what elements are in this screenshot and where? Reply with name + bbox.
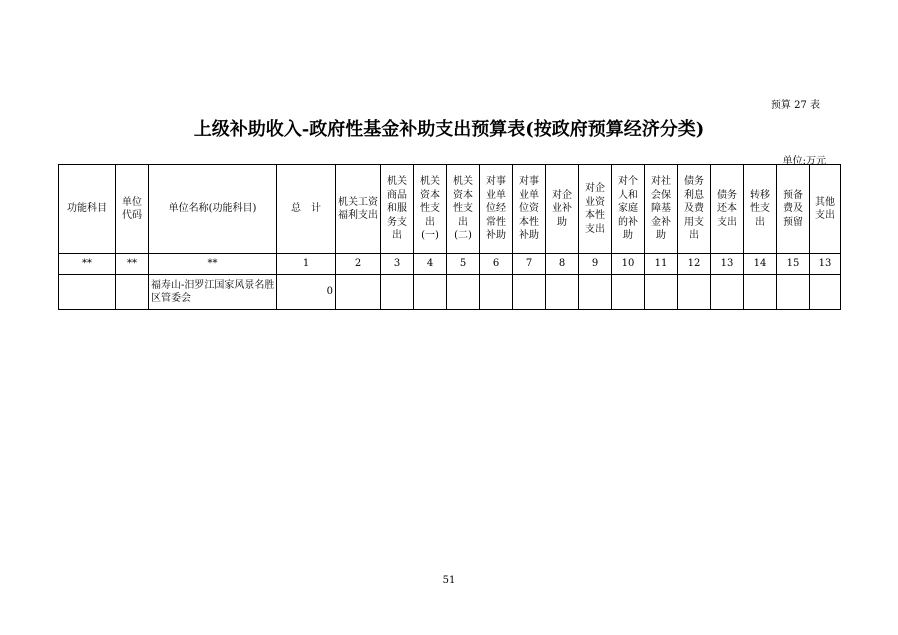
index-cell: ** (59, 254, 116, 275)
column-header-line: 资本 (453, 189, 473, 201)
column-header-line: 及费 (684, 203, 704, 215)
column-header-line: 机关 (453, 176, 473, 188)
page-title: 上级补助收入-政府性基金补助支出预算表(按政府预算经济分类) (193, 119, 705, 140)
column-header-line: 障基 (651, 203, 671, 215)
column-header-line: (二) (454, 230, 472, 242)
index-cell: 6 (480, 254, 513, 275)
column-header-line: 对企 (585, 183, 605, 194)
index-cell: 7 (513, 254, 546, 275)
index-cell: 8 (546, 254, 579, 275)
column-header-line: 代码 (122, 210, 142, 221)
index-cell: 10 (612, 254, 645, 275)
column-header-line: 助 (623, 230, 633, 242)
value-cell (579, 275, 612, 310)
column-header-line: 机关 (420, 176, 440, 188)
column-header-line: 费及 (783, 203, 803, 215)
column-header-line: 单位 (122, 196, 142, 208)
column-header-line: 还本 (717, 203, 737, 215)
unit-name-cell: 福寿山-汨罗江国家风景名胜区管委会 (149, 275, 277, 310)
column-header-line: 补助 (519, 230, 539, 242)
value-cell (711, 275, 744, 310)
column-header-line: 预备 (783, 189, 803, 201)
value-cell (447, 275, 480, 310)
column-header-line: 资本 (420, 189, 440, 201)
column-header-line: 债务 (684, 176, 704, 188)
column-header-line: 性支 (453, 203, 473, 215)
column-header-line: 位经 (486, 203, 506, 215)
value-cell (678, 275, 711, 310)
column-header-line: 机关工资 (338, 196, 378, 208)
value-cell (414, 275, 447, 310)
column-header-line: 家庭 (618, 203, 638, 215)
column-header (810, 165, 841, 254)
column-header (711, 165, 744, 254)
column-header (777, 165, 810, 254)
value-cell (810, 275, 841, 310)
column-header-line: 出 (425, 216, 435, 228)
index-cell: 5 (447, 254, 480, 275)
column-header-line: 业单 (519, 189, 539, 201)
column-header-line: 出 (392, 230, 402, 242)
value-cell (480, 275, 513, 310)
index-cell: 2 (336, 254, 381, 275)
column-header (116, 165, 149, 254)
column-header-line: 其他 (815, 196, 835, 208)
column-header-line: 人和 (618, 189, 638, 201)
column-header (513, 165, 546, 254)
column-header-line: 业资 (585, 196, 605, 208)
column-header-line: 常性 (486, 216, 506, 228)
index-cell: ** (116, 254, 149, 275)
column-header-line: 出 (458, 216, 468, 228)
column-header (59, 165, 116, 254)
value-cell (645, 275, 678, 310)
column-header-line: 补助 (486, 230, 506, 242)
total-cell: 0 (277, 275, 336, 310)
column-header-line: 支出 (815, 210, 835, 221)
column-header-line: 功能科目 (67, 203, 107, 215)
index-cell: 13 (711, 254, 744, 275)
column-header (480, 165, 513, 254)
function-code-cell (59, 275, 116, 310)
column-header-line: 助 (557, 216, 567, 228)
value-cell (612, 275, 645, 310)
column-header-line: 债务 (717, 189, 737, 201)
index-cell: 14 (744, 254, 777, 275)
value-cell (546, 275, 579, 310)
column-header-line: 支出 (717, 216, 737, 228)
index-cell: ** (149, 254, 277, 275)
index-cell: 12 (678, 254, 711, 275)
budget-table (58, 164, 841, 310)
column-header (744, 165, 777, 254)
index-cell: 13 (810, 254, 841, 275)
column-header-line: 预留 (783, 216, 803, 228)
index-cell: 4 (414, 254, 447, 275)
column-header-line: 和服 (387, 203, 407, 215)
column-header (579, 165, 612, 254)
value-cell (744, 275, 777, 310)
value-cell (336, 275, 381, 310)
column-header (381, 165, 414, 254)
column-header (546, 165, 579, 254)
table-number: 预算 27 表 (770, 100, 820, 111)
index-cell: 3 (381, 254, 414, 275)
column-header (414, 165, 447, 254)
column-header-line: (一) (421, 230, 439, 242)
index-cell: 1 (277, 254, 336, 275)
unit-label: 单位:万元 (782, 156, 826, 167)
column-header (645, 165, 678, 254)
column-header-line: 支出 (585, 223, 605, 235)
column-header-line: 金补 (651, 216, 671, 228)
value-cell (381, 275, 414, 310)
column-header (612, 165, 645, 254)
column-header-line: 对社 (651, 176, 671, 188)
column-header-line: 总 计 (291, 203, 321, 215)
column-header-line: 务支 (387, 216, 407, 228)
table-row (59, 275, 841, 310)
index-cell: 9 (579, 254, 612, 275)
column-header-line: 用支 (684, 216, 704, 228)
column-header-line: 对事 (486, 176, 506, 188)
column-header (277, 165, 336, 254)
column-header-line: 出 (689, 230, 699, 242)
column-header-line: 业补 (552, 203, 572, 215)
column-header (447, 165, 480, 254)
column-header-line: 机关 (387, 176, 407, 188)
column-header-line: 会保 (651, 189, 671, 201)
column-header-line: 本性 (585, 210, 605, 221)
column-header (678, 165, 711, 254)
column-header (336, 165, 381, 254)
column-header-line: 位资 (519, 203, 539, 215)
column-header-line: 对事 (519, 176, 539, 188)
column-header-line: 对个 (618, 176, 638, 188)
column-header-line: 本性 (519, 216, 539, 228)
column-header-line: 业单 (486, 189, 506, 201)
index-cell: 15 (777, 254, 810, 275)
index-cell: 11 (645, 254, 678, 275)
column-header-line: 出 (755, 216, 765, 228)
column-header-line: 的补 (618, 216, 638, 228)
column-header (149, 165, 277, 254)
column-header-line: 单位名称(功能科目) (168, 203, 257, 215)
column-header-line: 性支 (750, 203, 770, 215)
unit-code-cell (116, 275, 149, 310)
page-number: 51 (442, 575, 456, 586)
table-header-row (59, 165, 841, 254)
column-header-line: 助 (656, 230, 666, 242)
value-cell (777, 275, 810, 310)
column-header-line: 利息 (684, 189, 704, 201)
column-header-line: 对企 (552, 189, 572, 201)
value-cell (513, 275, 546, 310)
column-header-line: 商品 (387, 189, 407, 201)
column-header-line: 性支 (420, 203, 440, 215)
index-row (59, 254, 841, 275)
column-header-line: 转移 (750, 189, 770, 201)
column-header-line: 福利支出 (338, 210, 378, 221)
